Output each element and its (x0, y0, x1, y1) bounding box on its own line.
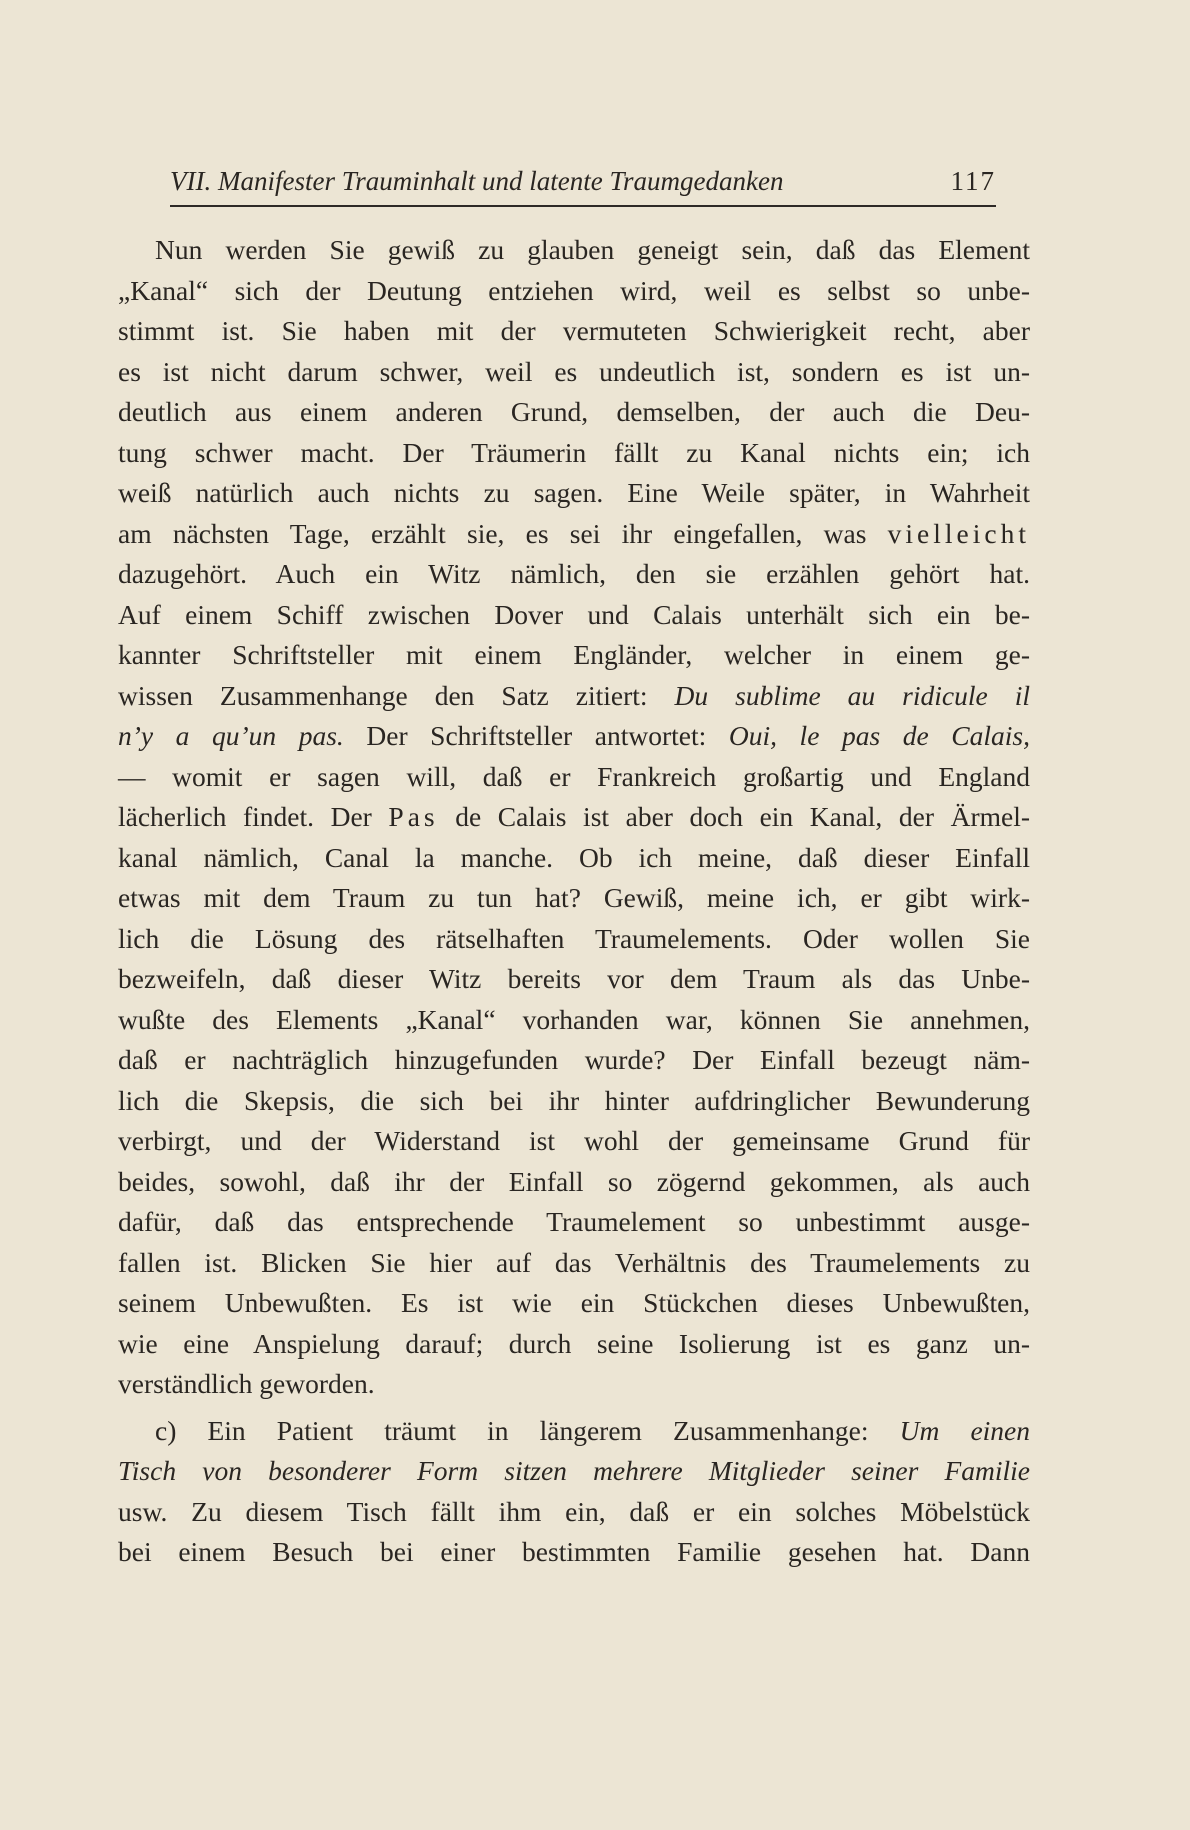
emphasis-spaced: Pas (388, 801, 439, 832)
quote-italic: Du sublime au ridicule il (674, 679, 1030, 711)
text-line (118, 676, 1030, 717)
quote-italic: n’y a qu’un pas. (118, 720, 344, 751)
text-line: wie eine Anspielung darauf; durch seine Isolierung ist es ganz un- (118, 1327, 1030, 1359)
header-rule (170, 205, 996, 207)
text-line: lich die Skepsis, die sich bei ihr hinter aufdringlicher Bewunderung (118, 1084, 1030, 1116)
text-line: verbirgt, und der Widerstand ist wohl der gemeinsame Grund für (118, 1125, 1030, 1156)
text-line: dafür, daß das entsprechende Traumelement so unbestimmt ausge- (118, 1206, 1030, 1237)
text-line: bei einem Besuch bei einer bestimmten Familie gesehen hat. Dann (118, 1536, 1030, 1567)
text-line: verständlich geworden. (118, 1368, 375, 1399)
text-line: — womit er sagen will, daß er Frankreich großartig und England (118, 760, 1030, 792)
text-line: deutlich aus einem anderen Grund, demselben, der auch die Deu- (118, 396, 1030, 427)
text-line: wußte des Elements „Kanal“ vorhanden war, können Sie annehmen, (118, 1003, 1030, 1035)
text-line (118, 797, 1030, 838)
text-segment: wissen Zusammenhange den Satz zitiert: (118, 679, 675, 711)
text-line: usw. Zu diesem Tisch fällt ihm ein, daß er ein solches Möbelstück (118, 1495, 1030, 1527)
quote-italic: Um einen (899, 1414, 1030, 1446)
body-text (118, 230, 1030, 1573)
text-segment: am nächsten Tage, erzählt sie, es sei ihr eingefallen, was (118, 517, 888, 549)
text-line: weiß natürlich auch nichts zu sagen. Eine Weile später, in Wahrheit (118, 477, 1030, 508)
text-line (118, 716, 1030, 757)
running-head (170, 166, 996, 197)
text-line: beides, sowohl, daß ihr der Einfall so zögernd gekommen, als auch (118, 1165, 1030, 1197)
text-line: etwas mit dem Traum zu tun hat? Gewiß, meine ich, er gibt wirk- (118, 882, 1030, 913)
text-line: lich die Lösung des rätselhaften Traumelements. Oder wollen Sie (118, 922, 1030, 954)
text-line: dazugehört. Auch ein Witz nämlich, den sie erzählen gehört hat. (118, 558, 1030, 589)
quote-italic: Oui, le pas de Calais, (728, 720, 1030, 751)
running-title: VII. Manifester Trauminhalt und latente Traumgedanken (170, 166, 784, 196)
text-segment: de Calais ist aber doch ein Kanal, der Ärmel- (438, 801, 1030, 832)
text-line: tung schwer macht. Der Träumerin fällt zu Kanal nichts ein; ich (118, 436, 1030, 468)
text-line: seinem Unbewußten. Es ist wie ein Stückchen dieses Unbewußten, (118, 1287, 1030, 1318)
text-line (118, 514, 1030, 555)
text-line: „Kanal“ sich der Deutung entziehen wird, weil es selbst so unbe- (118, 274, 1030, 306)
text-segment: c) Ein Patient träumt in längerem Zusammenhange: (155, 1414, 900, 1446)
text-line: fallen ist. Blicken Sie hier auf das Verhältnis des Traumelements zu (118, 1246, 1030, 1278)
text-line: daß er nachträglich hinzugefunden wurde? Der Einfall bezeugt näm- (118, 1044, 1030, 1075)
text-line-italic: Tisch von besonderer Form sitzen mehrere Mitglieder seiner Familie (118, 1455, 1030, 1486)
text-line: bezweifeln, daß dieser Witz bereits vor dem Traum als das Unbe- (118, 963, 1030, 994)
emphasis-spaced: vielleicht (887, 517, 1030, 549)
text-segment: Der Schriftsteller antwortet: (343, 720, 729, 751)
text-line: stimmt ist. Sie haben mit der vermuteten Schwierigkeit recht, aber (118, 315, 1030, 346)
page-number: 117 (950, 166, 996, 196)
text-segment: lächerlich findet. Der (118, 801, 389, 832)
text-line: kanal nämlich, Canal la manche. Ob ich meine, daß dieser Einfall (118, 841, 1030, 873)
text-line: es ist nicht darum schwer, weil es undeutlich ist, sondern es ist un- (118, 355, 1030, 387)
text-line: Auf einem Schiff zwischen Dover und Calais unterhält sich ein be- (118, 598, 1030, 630)
text-line (118, 1411, 1030, 1452)
text-line: kannter Schriftsteller mit einem Engländer, welcher in einem ge- (118, 639, 1030, 670)
text-line: Nun werden Sie gewiß zu glauben geneigt sein, daß das Element (155, 234, 1030, 265)
